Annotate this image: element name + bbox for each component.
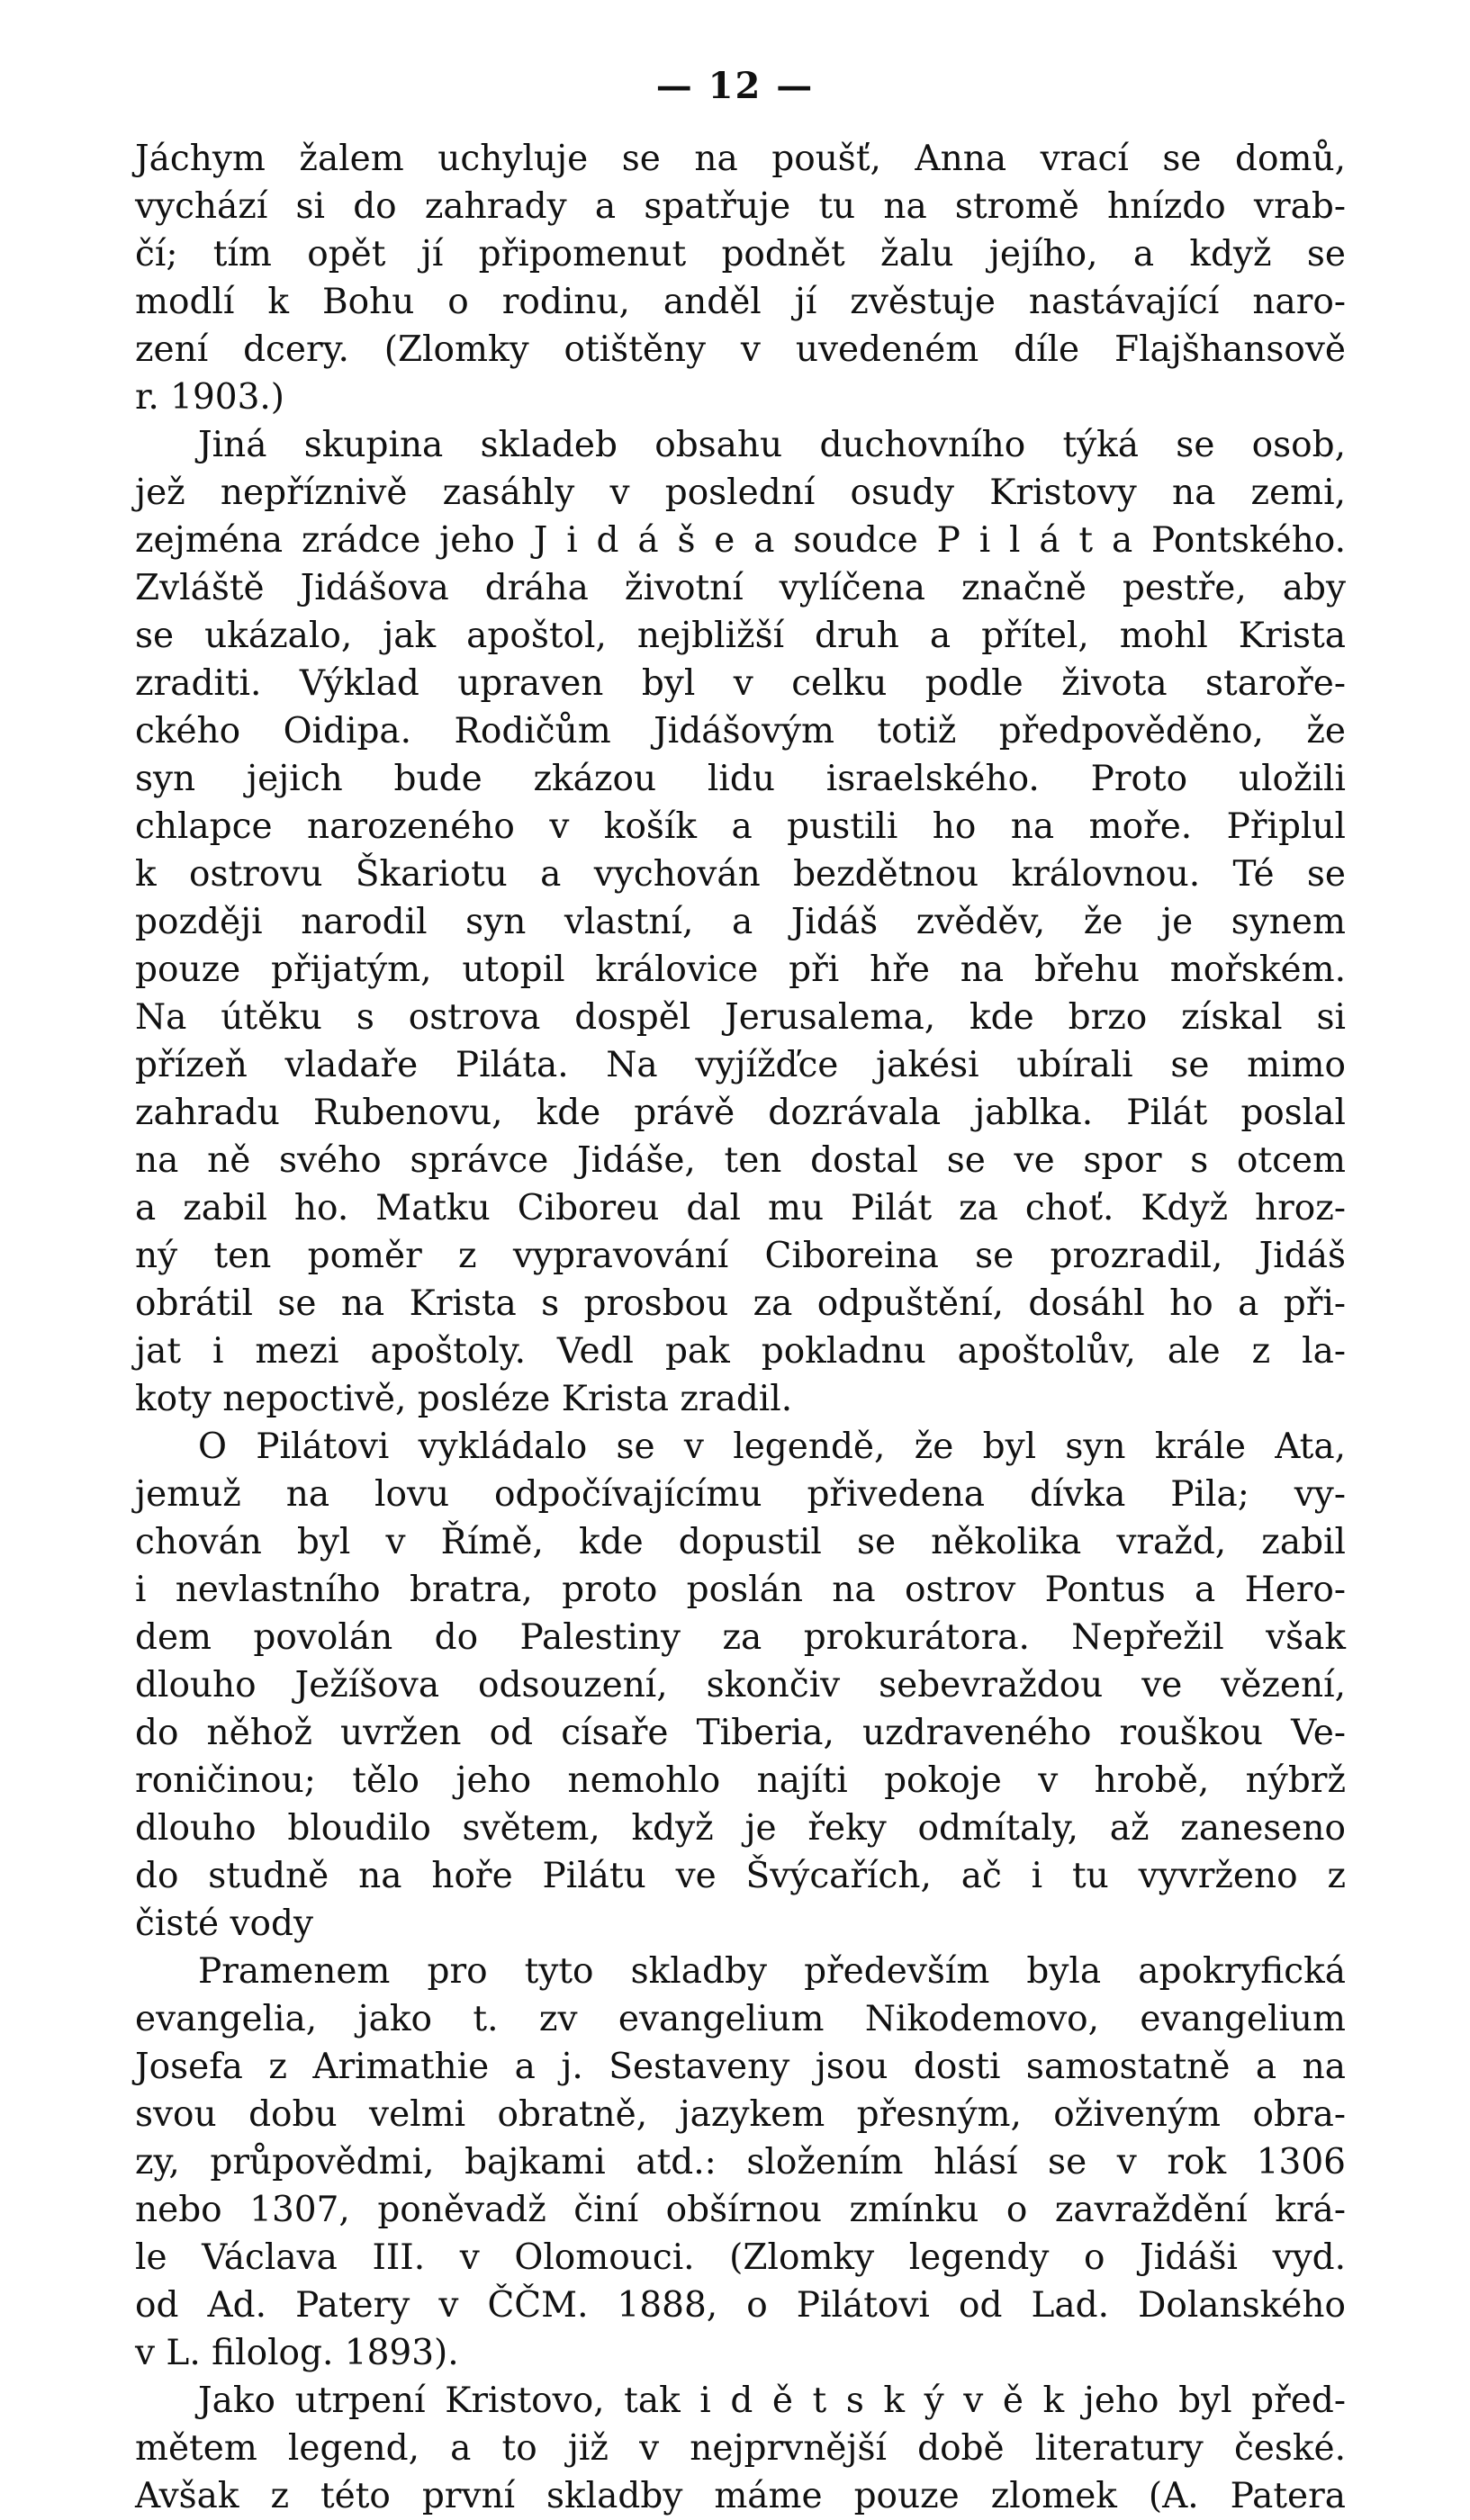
text-line: později narodil syn vlastní, a Jidáš zvěděv, že je synem bbox=[135, 902, 1346, 942]
text-line: Jako utrpení Kristovo, tak i d ě t s k ý v ě k jeho byl před- bbox=[198, 2380, 1346, 2421]
text-line: se ukázalo, jak apoštol, nejbližší druh a přítel, mohl Krista bbox=[135, 616, 1346, 656]
text-line: mětem legend, a to již v nejprvnější době literatury české. bbox=[135, 2428, 1346, 2469]
text-line: roničinou; tělo jeho nemohlo najíti pokoje v hrobě, nýbrž bbox=[135, 1760, 1346, 1801]
text-line: zahradu Rubenovu, kde právě dozrávala jablka. Pilát poslal bbox=[135, 1093, 1346, 1133]
text-line: zraditi. Výklad upraven byl v celku podle života staroře- bbox=[135, 663, 1346, 704]
text-line: Jiná skupina skladeb obsahu duchovního týká se osob, bbox=[198, 425, 1346, 465]
text-line: k ostrovu Škariotu a vychován bezdětnou královnou. Té se bbox=[135, 854, 1346, 895]
text-line: nebo 1307, poněvadž činí obšírnou zmínku o zavraždění krá- bbox=[135, 2190, 1346, 2230]
text-line: Jáchym žalem uchyluje se na poušť, Anna vrací se domů, bbox=[135, 139, 1346, 179]
text-line: jež nepříznivě zasáhly v poslední osudy Kristovy na zemi, bbox=[135, 472, 1346, 513]
text-line: chován byl v Římě, kde dopustil se několika vražd, zabil bbox=[135, 1522, 1346, 1562]
text-line: chlapce narozeného v košík a pustili ho na moře. Připlul bbox=[135, 806, 1346, 847]
text-line: O Pilátovi vykládalo se v legendě, že byl syn krále Ata, bbox=[198, 1426, 1346, 1467]
text-line: dlouho bloudilo světem, když je řeky odmítaly, až zaneseno bbox=[135, 1808, 1346, 1849]
text-line: modlí k Bohu o rodinu, anděl jí zvěstuje nastávající naro- bbox=[135, 282, 1346, 322]
text-line: ný ten poměr z vypravování Ciboreina se prozradil, Jidáš bbox=[135, 1236, 1346, 1276]
text-line: evangelia, jako t. zv evangelium Nikodemovo, evangelium bbox=[135, 1999, 1346, 2039]
text-line: koty nepoctivě, posléze Krista zradil. bbox=[135, 1379, 793, 1419]
text-line: obrátil se na Krista s prosbou za odpuštění, dosáhl ho a při- bbox=[135, 1283, 1346, 1324]
text-line: a zabil ho. Matku Ciboreu dal mu Pilát za choť. Když hroz- bbox=[135, 1188, 1346, 1228]
text-line: svou dobu velmi obratně, jazykem přesným, oživeným obra- bbox=[135, 2094, 1346, 2135]
text-line: pouze přijatým, utopil královice při hře na břehu mořském. bbox=[135, 950, 1346, 990]
text-line: zení dcery. (Zlomky otištěny v uvedeném díle Flajšhansově bbox=[135, 329, 1346, 370]
text-line: čisté vody bbox=[135, 1904, 313, 1944]
text-line: dem povolán do Palestiny za prokurátora. Nepřežil však bbox=[135, 1617, 1346, 1658]
text-line: čí; tím opět jí připomenut podnět žalu jejího, a když se bbox=[135, 234, 1346, 274]
text-line: do studně na hoře Pilátu ve Švýcařích, ač i tu vyvrženo z bbox=[135, 1856, 1346, 1896]
text-line: ckého Oidipa. Rodičům Jidášovým totiž předpověděno, že bbox=[135, 711, 1346, 752]
text-line: jemuž na lovu odpočívajícímu přivedena dívka Pila; vy- bbox=[135, 1474, 1346, 1515]
text-line: do něhož uvržen od císaře Tiberia, uzdraveného rouškou Ve- bbox=[135, 1713, 1346, 1753]
text-line: přízeň vladaře Piláta. Na vyjížďce jakési ubírali se mimo bbox=[135, 1045, 1346, 1085]
text-line: v L. filolog. 1893). bbox=[135, 2333, 459, 2373]
text-line: od Ad. Patery v ČČM. 1888, o Pilátovi od Lad. Dolanského bbox=[135, 2285, 1346, 2326]
text-line: i nevlastního bratra, proto poslán na ostrov Pontus a Hero- bbox=[135, 1570, 1346, 1610]
text-line: zy, průpovědmi, bajkami atd.: složením hlásí se v rok 1306 bbox=[135, 2142, 1346, 2182]
text-line: na ně svého správce Jidáše, ten dostal se ve spor s otcem bbox=[135, 1140, 1346, 1181]
text-line: Pramenem pro tyto skladby především byla apokryfická bbox=[198, 1951, 1346, 1992]
text-line: Zvláště Jidášova dráha životní vylíčena značně pestře, aby bbox=[135, 568, 1346, 608]
text-line: Na útěku s ostrova dospěl Jerusalema, kde brzo získal si bbox=[135, 997, 1346, 1038]
page-number: — 12 — bbox=[655, 65, 815, 107]
text-line: Avšak z této první skladby máme pouze zlomek (A. Patera bbox=[135, 2476, 1346, 2516]
text-line: r. 1903.) bbox=[135, 377, 285, 418]
text-line: Josefa z Arimathie a j. Sestaveny jsou dosti samostatně a na bbox=[135, 2047, 1346, 2087]
text-line: dlouho Ježíšova odsouzení, skončiv sebevraždou ve vězení, bbox=[135, 1665, 1346, 1706]
text-line: zejména zrádce jeho J i d á š e a soudce P i l á t a Pontského. bbox=[135, 520, 1346, 561]
text-line: le Václava III. v Olomouci. (Zlomky legendy o Jidáši vyd. bbox=[135, 2237, 1346, 2278]
text-line: vychází si do zahrady a spatřuje tu na stromě hnízdo vrab- bbox=[135, 186, 1346, 227]
text-line: syn jejich bude zkázou lidu israelského. Proto uložili bbox=[135, 759, 1346, 799]
body-text bbox=[135, 135, 1346, 2520]
text-line: jat i mezi apoštoly. Vedl pak pokladnu apoštolův, ale z la- bbox=[135, 1331, 1346, 1372]
